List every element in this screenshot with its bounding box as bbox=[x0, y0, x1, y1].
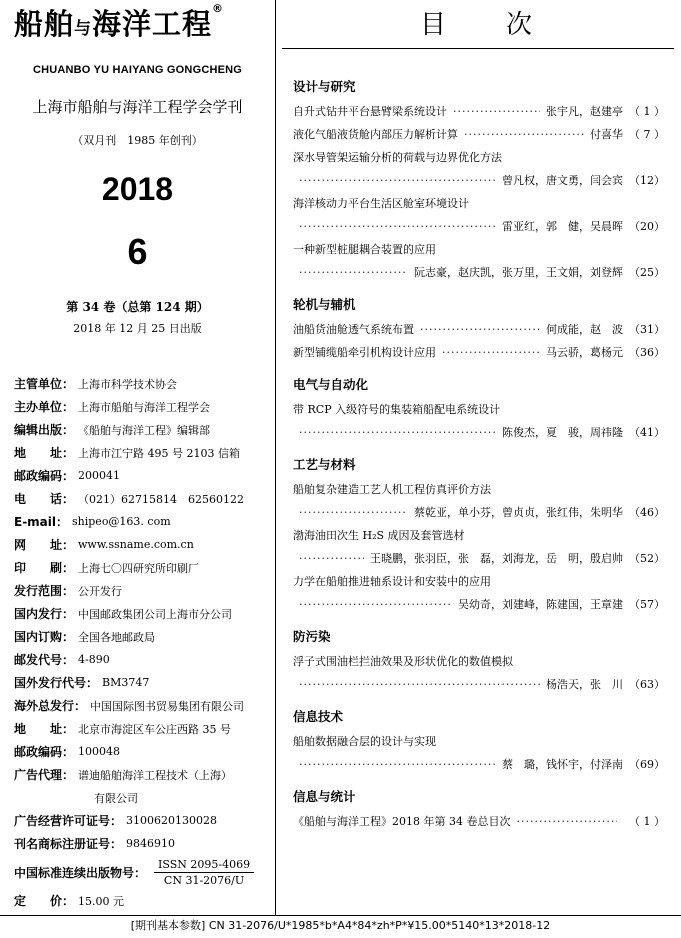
info-key: 国内订购： bbox=[14, 630, 75, 644]
toc-entry-line bbox=[293, 100, 665, 123]
info-row bbox=[14, 832, 272, 855]
info-row bbox=[14, 418, 272, 441]
toc-section-title: 轮机与辅机 bbox=[293, 297, 356, 312]
article-page: （63） bbox=[629, 678, 665, 691]
toc-entry[interactable] bbox=[293, 341, 665, 364]
toc-section-title: 信息与统计 bbox=[293, 789, 356, 804]
article-authors: 付喜华 bbox=[590, 128, 623, 141]
info-value: 公开发行 bbox=[78, 584, 123, 598]
leader-dots bbox=[299, 673, 540, 696]
issue-year: 2018 bbox=[101, 171, 174, 207]
info-row bbox=[14, 602, 272, 625]
article-page: （31） bbox=[629, 323, 665, 336]
info-row bbox=[14, 579, 272, 602]
toc-entry-author-line bbox=[293, 169, 665, 192]
toc-entry[interactable] bbox=[293, 146, 665, 192]
info-value: 有限公司 bbox=[94, 791, 138, 805]
leader-dots bbox=[464, 123, 584, 146]
masthead-column bbox=[0, 0, 275, 915]
info-value: 100048 bbox=[78, 745, 121, 758]
leader-dots bbox=[299, 593, 452, 616]
article-page: （52） bbox=[629, 552, 665, 565]
toc-entry-title-line bbox=[293, 478, 665, 501]
toc-section-title: 工艺与材料 bbox=[293, 457, 356, 472]
info-row bbox=[14, 694, 272, 717]
info-row bbox=[14, 556, 272, 579]
article-title[interactable]: 自升式钻井平台悬臂梁系统设计 bbox=[293, 105, 447, 118]
toc-entry-title-line bbox=[293, 146, 665, 169]
toc-section-title: 信息技术 bbox=[293, 709, 344, 724]
info-row bbox=[14, 510, 272, 533]
toc-entry-author-line bbox=[293, 753, 665, 776]
issn-number: ISSN 2095-4069 bbox=[154, 858, 254, 873]
info-key: 中国标准连续出版物号： bbox=[14, 865, 147, 880]
leader-dots bbox=[516, 810, 617, 833]
info-value: 上海市科学技术协会 bbox=[78, 377, 178, 391]
article-authors: 马云骄，葛杨元 bbox=[546, 346, 623, 359]
info-key: 地 址： bbox=[14, 446, 75, 460]
article-title[interactable]: 新型铺缆船牵引机构设计应用 bbox=[293, 346, 436, 359]
article-authors: 张宇凡，赵建亭 bbox=[546, 105, 623, 118]
leader-dots bbox=[442, 341, 540, 364]
toc-entry[interactable] bbox=[293, 123, 665, 146]
info-key: 主管单位： bbox=[14, 377, 75, 391]
toc-entry-author-line bbox=[293, 501, 665, 524]
toc-entry[interactable] bbox=[293, 810, 665, 833]
leader-dots bbox=[299, 169, 496, 192]
article-page: （12） bbox=[629, 174, 665, 187]
toc-entry-author-line bbox=[293, 547, 665, 570]
toc-entry-author-line bbox=[293, 673, 665, 696]
info-value: 北京市海淀区车公庄西路 35 号 bbox=[78, 722, 232, 736]
info-row bbox=[14, 648, 272, 671]
info-row bbox=[14, 671, 272, 694]
issn-box bbox=[154, 858, 254, 887]
info-row bbox=[14, 372, 272, 395]
info-key: 电 话： bbox=[14, 492, 75, 506]
publication-frequency: （双月刊 1985 年创刊） bbox=[72, 134, 203, 147]
article-authors: 杨浩天，张 川 bbox=[546, 678, 623, 691]
leader-dots bbox=[420, 318, 540, 341]
article-authors: 吴幼奇，刘建峰，陈建国，王章建 bbox=[458, 598, 623, 611]
toc-entry[interactable] bbox=[293, 478, 665, 524]
info-key: 邮政编码： bbox=[14, 469, 75, 483]
toc-entry-line bbox=[293, 341, 665, 364]
info-key: 邮发代号： bbox=[14, 653, 75, 667]
table-of-contents bbox=[293, 72, 665, 833]
article-authors: 曾凡权，唐文勇，闫会宾 bbox=[502, 174, 623, 187]
article-page: （46） bbox=[629, 506, 665, 519]
issn-row bbox=[14, 855, 272, 889]
info-key: 网 址： bbox=[14, 538, 75, 552]
article-authors: 阮志豪，赵庆凯，张万里，王文娟，刘登辉 bbox=[414, 266, 623, 279]
toc-entry[interactable] bbox=[293, 730, 665, 776]
article-authors: 蔡乾亚，单小芬，曾贞贞，张红伟，朱明华 bbox=[414, 506, 623, 519]
info-row bbox=[14, 487, 272, 510]
info-row bbox=[14, 786, 272, 809]
toc-entry-line bbox=[293, 810, 665, 833]
article-page: （57） bbox=[629, 598, 665, 611]
info-key: 刊名商标注册证号： bbox=[14, 837, 123, 851]
article-page: （36） bbox=[629, 346, 665, 359]
info-row bbox=[14, 625, 272, 648]
info-value: 4-890 bbox=[78, 653, 110, 666]
article-page: （20） bbox=[629, 220, 665, 233]
issue-number: 6 bbox=[127, 231, 148, 272]
journal-logo: 船舶与海洋工程® bbox=[14, 2, 225, 41]
article-page: （ 1 ） bbox=[629, 105, 665, 118]
info-key: 国外发行代号： bbox=[14, 676, 99, 690]
registered-mark: ® bbox=[212, 2, 225, 15]
info-key: E-mail： bbox=[14, 515, 69, 529]
article-title[interactable]: 渤海油田次生 H₂S 成因及套管选材 bbox=[293, 529, 465, 542]
article-authors: 王晓鹏，张羽臣，张 磊，刘海龙，岳 明，殷启帅 bbox=[370, 552, 623, 565]
article-page: （ 7 ） bbox=[629, 128, 665, 141]
info-row bbox=[14, 395, 272, 418]
toc-entry-author-line bbox=[293, 261, 665, 284]
toc-entry-title-line bbox=[293, 192, 665, 215]
toc-entry-title-line bbox=[293, 650, 665, 673]
toc-section-title: 电气与自动化 bbox=[293, 377, 369, 392]
footer-rule bbox=[0, 915, 681, 916]
toc-entry[interactable] bbox=[293, 524, 665, 570]
toc-title: 目次 bbox=[420, 10, 593, 40]
article-title[interactable]: 浮子式围油栏拦油效果及形状优化的数值模拟 bbox=[293, 655, 513, 668]
info-key: 主办单位： bbox=[14, 400, 75, 414]
article-title[interactable]: 海洋核动力平台生活区舱室环境设计 bbox=[293, 197, 469, 210]
toc-entry[interactable] bbox=[293, 238, 665, 284]
toc-entry-title-line bbox=[293, 730, 665, 753]
price-value: 15.00 元 bbox=[78, 894, 125, 908]
article-authors: 雷亚红，郭 健，吴晨晖 bbox=[502, 220, 623, 233]
toc-entry[interactable] bbox=[293, 650, 665, 696]
leader-dots bbox=[299, 547, 364, 570]
info-row bbox=[14, 717, 272, 740]
toc-entry[interactable] bbox=[293, 100, 665, 123]
leader-dots bbox=[299, 261, 408, 284]
leader-dots bbox=[299, 215, 496, 238]
publish-date: 2018 年 12 月 25 日出版 bbox=[73, 322, 202, 335]
info-key: 发行范围： bbox=[14, 584, 75, 598]
article-title[interactable]: 深水导管架运输分析的荷载与边界优化方法 bbox=[293, 151, 502, 164]
toc-entry-line bbox=[293, 123, 665, 146]
toc-section-title: 设计与研究 bbox=[293, 79, 356, 94]
toc-entry-author-line bbox=[293, 421, 665, 444]
toc-rule bbox=[282, 48, 674, 49]
article-page: （ 1 ） bbox=[629, 815, 665, 828]
journal-parameters: [期刊基本参数] CN 31-2076/U*1985*b*A4*84*zh*P*¥15.00*5140*13*2018-12 bbox=[130, 919, 551, 932]
article-title[interactable]: 《船舶与海洋工程》2018 年第 34 卷总目次 bbox=[293, 815, 511, 828]
toc-entry[interactable] bbox=[293, 398, 665, 444]
info-key: 广告代理： bbox=[14, 768, 75, 782]
info-value: 中国国际图书贸易集团有限公司 bbox=[90, 699, 245, 713]
article-title[interactable]: 一种新型桩腿耦合装置的应用 bbox=[293, 243, 436, 256]
info-value: 《船舶与海洋工程》编辑部 bbox=[78, 423, 211, 437]
publication-info bbox=[14, 372, 272, 912]
info-key: 海外总发行： bbox=[14, 699, 87, 713]
toc-entry[interactable] bbox=[293, 318, 665, 341]
leader-dots bbox=[299, 753, 496, 776]
leader-dots bbox=[453, 100, 540, 123]
info-value: 全国各地邮政局 bbox=[78, 630, 156, 644]
info-value: 上海七〇四研究所印刷厂 bbox=[78, 561, 200, 575]
column-divider bbox=[275, 0, 276, 915]
info-row bbox=[14, 441, 272, 464]
toc-entry[interactable] bbox=[293, 192, 665, 238]
article-page: （41） bbox=[629, 426, 665, 439]
info-row bbox=[14, 889, 272, 912]
toc-section-title: 防污染 bbox=[293, 629, 331, 644]
info-value: 9846910 bbox=[126, 837, 176, 850]
journal-latin-name: CHUANBO YU HAIYANG GONGCHENG bbox=[32, 64, 243, 76]
info-row bbox=[14, 533, 272, 556]
toc-entry[interactable] bbox=[293, 570, 665, 616]
info-key: 定 价： bbox=[14, 894, 75, 908]
toc-entry-title-line bbox=[293, 524, 665, 547]
info-value: www.ssname.com.cn bbox=[78, 538, 194, 551]
article-authors: 蔡 璐，钱怀宇，付泽南 bbox=[502, 758, 623, 771]
toc-entry-title-line bbox=[293, 570, 665, 593]
info-row bbox=[14, 809, 272, 832]
info-key: 地 址： bbox=[14, 722, 75, 736]
article-authors: 何成能，赵 波 bbox=[546, 323, 623, 336]
article-title[interactable]: 液化气船液货舱内部压力解析计算 bbox=[293, 128, 458, 141]
toc-entry-title-line bbox=[293, 398, 665, 421]
article-title[interactable]: 船舶数据融合层的设计与实现 bbox=[293, 735, 436, 748]
info-key: 邮政编码： bbox=[14, 745, 75, 759]
volume-info: 第 34 卷（总第 124 期） bbox=[66, 300, 209, 314]
info-value: shipeo@163. com bbox=[72, 515, 171, 528]
leader-dots bbox=[299, 421, 496, 444]
article-title[interactable]: 船舶复杂建造工艺人机工程仿真评价方法 bbox=[293, 483, 491, 496]
cn-number: CN 31-2076/U bbox=[163, 873, 245, 887]
info-value: （021）62715814 62560122 bbox=[78, 492, 244, 506]
toc-entry-line bbox=[293, 318, 665, 341]
info-value: 上海市江宁路 495 号 2103 信箱 bbox=[78, 446, 240, 460]
info-key: 编辑出版： bbox=[14, 423, 75, 437]
info-value: BM3747 bbox=[102, 676, 150, 689]
toc-entry-author-line bbox=[293, 215, 665, 238]
toc-entry-author-line bbox=[293, 593, 665, 616]
info-key: 国内发行： bbox=[14, 607, 75, 621]
info-value: 中国邮政集团公司上海市分公司 bbox=[78, 607, 233, 621]
info-value: 200041 bbox=[78, 469, 121, 482]
info-row bbox=[14, 763, 272, 786]
society-name: 上海市船舶与海洋工程学会学刊 bbox=[32, 98, 243, 116]
info-value: 上海市船舶与海洋工程学会 bbox=[78, 400, 211, 414]
article-title[interactable]: 油船货油舱透气系统布置 bbox=[293, 323, 414, 336]
info-value: 3100620130028 bbox=[126, 814, 217, 827]
info-row bbox=[14, 464, 272, 487]
info-row bbox=[14, 740, 272, 763]
article-title[interactable]: 力学在船舶推进轴系设计和安装中的应用 bbox=[293, 575, 491, 588]
leader-dots bbox=[299, 501, 408, 524]
info-value: 谱迪船舶海洋工程技术（上海） bbox=[78, 768, 233, 782]
article-page: （25） bbox=[629, 266, 665, 279]
article-page: （69） bbox=[629, 758, 665, 771]
toc-entry-title-line bbox=[293, 238, 665, 261]
info-key: 印 刷： bbox=[14, 561, 75, 575]
article-authors: 陈俊杰，夏 骏，周祎隆 bbox=[502, 426, 623, 439]
info-key: 广告经营许可证号： bbox=[14, 814, 123, 828]
article-title[interactable]: 带 RCP 入级符号的集装箱船配电系统设计 bbox=[293, 403, 501, 416]
